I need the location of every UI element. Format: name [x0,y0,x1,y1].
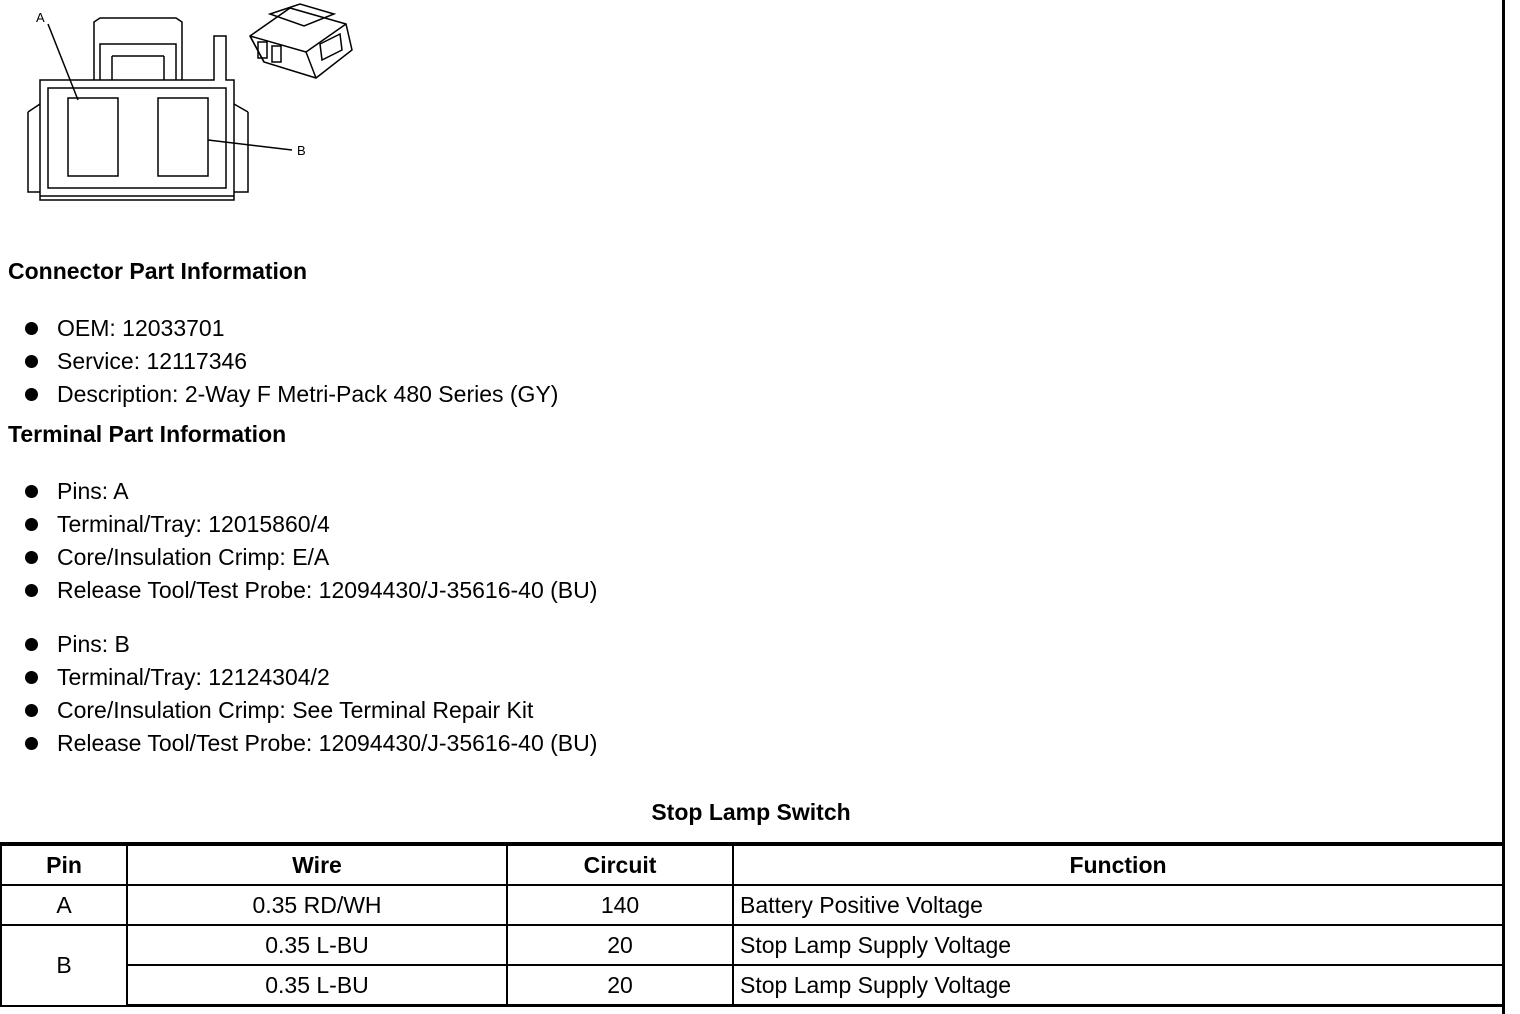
cell-function: Stop Lamp Supply Voltage [733,965,1503,1006]
cavity-b-shape [158,98,208,176]
cell-wire: 0.35 L-BU [127,965,507,1006]
cell-wire: 0.35 RD/WH [127,885,507,925]
connector-latch-shape [94,18,182,80]
list-item: Service: 12117346 [0,345,558,378]
list-item: Core/Insulation Crimp: E/A [0,541,597,574]
connector-housing-shape [28,36,248,200]
list-item: Terminal/Tray: 12015860/4 [0,508,597,541]
bullet-icon [25,671,38,684]
column-header-circuit: Circuit [507,844,733,885]
pinout-table [0,842,1504,1007]
connector-isometric-thumbnail [250,4,352,78]
cell-function: Stop Lamp Supply Voltage [733,925,1503,965]
cell-wire: 0.35 L-BU [127,925,507,965]
bullet-icon [25,737,38,750]
bullet-icon [25,355,38,368]
cell-function: Battery Positive Voltage [733,885,1503,925]
list-item: Description: 2-Way F Metri-Pack 480 Series (GY) [0,378,558,411]
table-row [1,885,1503,925]
column-header-pin: Pin [1,844,127,885]
list-item: OEM: 12033701 [0,312,558,345]
cavity-a-shape [68,98,118,176]
callout-a-label: A [36,10,45,25]
list-item: Pins: B [0,628,597,661]
callout-b-label: B [297,143,306,158]
cell-pin: A [1,885,127,925]
table-title: Stop Lamp Switch [651,799,851,825]
column-header-wire: Wire [127,844,507,885]
bullet-icon [25,518,38,531]
terminal-part-list-pin-a [0,475,597,607]
table-header-row [1,844,1503,885]
cell-circuit: 140 [507,885,733,925]
column-header-function: Function [733,844,1503,885]
connector-part-list [0,312,558,411]
cell-circuit: 20 [507,965,733,1006]
terminal-part-heading: Terminal Part Information [8,421,287,447]
table-row [1,925,1503,965]
list-item: Release Tool/Test Probe: 12094430/J-35616-40 (BU) [0,574,597,607]
terminal-part-list-pin-b [0,628,597,760]
bullet-icon [25,485,38,498]
list-item: Release Tool/Test Probe: 12094430/J-35616-40 (BU) [0,727,597,760]
cell-circuit: 20 [507,925,733,965]
bullet-icon [25,638,38,651]
table-row [1,965,1503,1006]
list-item: Pins: A [0,475,597,508]
cell-pin: B [1,925,127,1006]
list-item: Core/Insulation Crimp: See Terminal Repair Kit [0,694,597,727]
connector-part-heading: Connector Part Information [8,258,308,284]
callout-b-leader [208,140,292,150]
bullet-icon [25,551,38,564]
bullet-icon [25,322,38,335]
bullet-icon [25,704,38,717]
bullet-icon [25,388,38,401]
connector-diagram [0,0,380,215]
bullet-icon [25,584,38,597]
list-item: Terminal/Tray: 12124304/2 [0,661,597,694]
